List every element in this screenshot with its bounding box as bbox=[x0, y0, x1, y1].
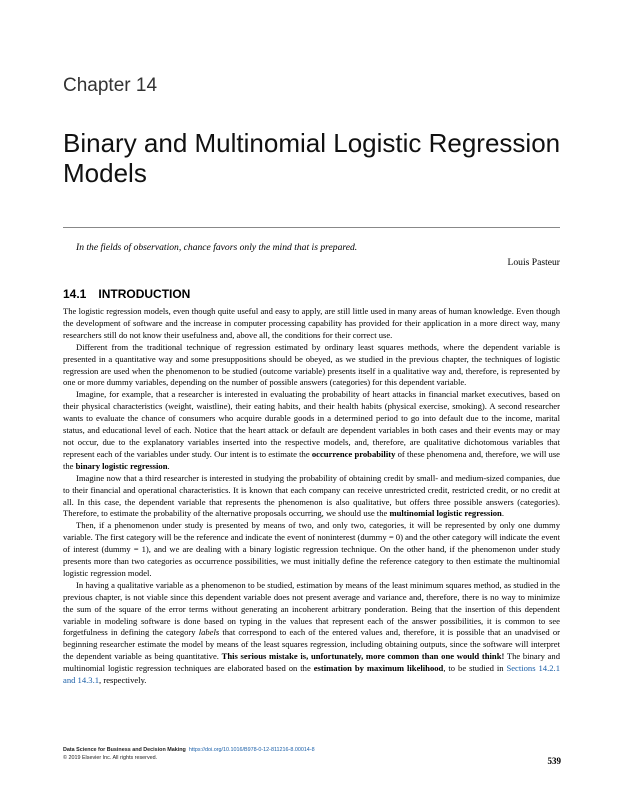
paragraph-6-text: In having a qualitative variable as a phenomenon to be studied, estimation by means of the least minimum squares method, as studied in the previous chapter, is not viable since this dependent variable does not present average and variance and, therefore, there is no way to minimize the sum of the square of the error terms without generating an incoherent arbitrary ponderation. Being that the insertion of this dependent variable in modeling software is done based on typing in the values that represent each of the answer possibilities, it is common to see forgetfulness in defining the category bbox=[63, 579, 560, 638]
paragraph-2: Different from the traditional technique of regression estimated by ordinary least squares methods, where the dependent variable is presented in a quantitative way and some presuppositions should be obeyed, as we studied in the previous chapter, the techniques of logistic regression are used when the phenomenon to be studied (outcome variable) presents itself in a qualitative way and, therefore, is represented by one or more dummy variables, depending on the number of possible answers (categories) for this dependent variable. bbox=[63, 341, 560, 388]
paragraph-4-end: . bbox=[501, 508, 504, 519]
epigraph-author: Louis Pasteur bbox=[507, 257, 560, 268]
sections-link[interactable]: Sections 14.2.1 and 14.3.1 bbox=[63, 663, 560, 686]
paragraph-3-text-2: of these phenomena and, therefore, we will use the bbox=[63, 448, 560, 471]
paragraph-6 bbox=[63, 580, 560, 687]
paragraph-5: Then, if a phenomenon under study is presented by means of two, and only two, categories, it will be represented by only one dummy variable. The first category will be the reference and indicate the event of noninterest (dummy = 0) and the other category will indicate the event of interest (dummy = 1), and we are dealing with a binary logistic regression technique. On the other hand, if the phenomenon under study presents more than two categories as occurrence possibilities, we must initially define the reference category to then estimate the multinomial logistic regression model. bbox=[63, 520, 560, 578]
paragraph-4 bbox=[63, 473, 560, 521]
paragraph-4-text: Imagine now that a third researcher is interested in studying the probability of obtaining credit by small- and medium-sized companies, due to their financial and operational characteristics. It is known that each company can receive unrestricted credit, restricted credit, or no credit at all. In this case, the dependent variable that represents the phenomenon is also qualitative, but offers three possible answers (categories). Therefore, to estimate the probability of the alternative proposals occurring, we should use the bbox=[63, 472, 560, 519]
body-text bbox=[63, 306, 560, 687]
paragraph-1: The logistic regression models, even though quite useful and easy to apply, are still little used in many areas of human knowledge. Even though the development of software and the increase in computer processing capability has provided for their application in a more direct way, many researchers still do not know their usefulness and, above all, the conditions for their correct use. bbox=[63, 306, 560, 340]
section-number: 14.1 bbox=[63, 287, 87, 301]
chapter-label: Chapter 14 bbox=[63, 75, 158, 96]
term-labels: labels bbox=[198, 627, 220, 638]
paragraph-6-text-4: , to be studied in bbox=[443, 663, 507, 674]
warning-statement: This serious mistake is, unfortunately, more common than one would think! bbox=[221, 651, 505, 662]
paragraph-6-text-3: The binary and multinomial logistic regression techniques are elaborated based on the bbox=[63, 651, 560, 674]
paragraph-6-text-2: that correspond to each of the entered values and, therefore, it is possible that an unadvised or beginning researcher estimate the model by means of the least squares regression, including obtaining outputs, since the software will interpret the dependent variable as being quantitative. bbox=[63, 627, 560, 662]
section-heading bbox=[63, 287, 190, 301]
term-occurrence-probability: occurrence probability bbox=[311, 448, 396, 459]
page-number: 539 bbox=[547, 756, 561, 766]
footer-book-title: Data Science for Business and Decision Making bbox=[63, 747, 186, 753]
paragraph-3-text: Imagine, for example, that a researcher is interested in evaluating the probability of heart attacks in financial market executives, based on their physical characteristics (weight, waistline), their eating habits, and their health habits (physical exercise, smoking). A second researcher wants to evaluate the chance of consumers who acquire durable goods in a determined period to go into default due to the income, marital status, and educational level of each. Notice that the heart attack or default are dependent variables in both cases and their events may or may not occur, due to the explanatory variables inserted into the respective models, and, therefore, are qualitative dichotomous variables that represent each of the variables under study. Our intent is to estimate the bbox=[63, 389, 560, 459]
title-divider bbox=[63, 227, 560, 228]
paragraph-6-end: , respectively. bbox=[99, 675, 147, 686]
page-footer bbox=[63, 746, 315, 762]
term-maximum-likelihood: estimation by maximum likelihood bbox=[313, 663, 444, 674]
chapter-title: Binary and Multinomial Logistic Regression Models bbox=[63, 128, 561, 188]
paragraph-3 bbox=[63, 389, 560, 472]
term-multinomial-logistic-regression: multinomial logistic regression bbox=[389, 508, 502, 519]
epigraph-quote: In the fields of observation, chance favors only the mind that is prepared. bbox=[76, 242, 358, 253]
term-binary-logistic-regression: binary logistic regression bbox=[75, 460, 168, 471]
footer-doi-link[interactable]: https://doi.org/10.1016/B978-0-12-811216-8.00014-8 bbox=[188, 747, 315, 753]
paragraph-3-end: . bbox=[167, 460, 170, 471]
section-title: INTRODUCTION bbox=[98, 287, 191, 301]
footer-copyright: © 2019 Elsevier Inc. All rights reserved. bbox=[63, 755, 158, 761]
